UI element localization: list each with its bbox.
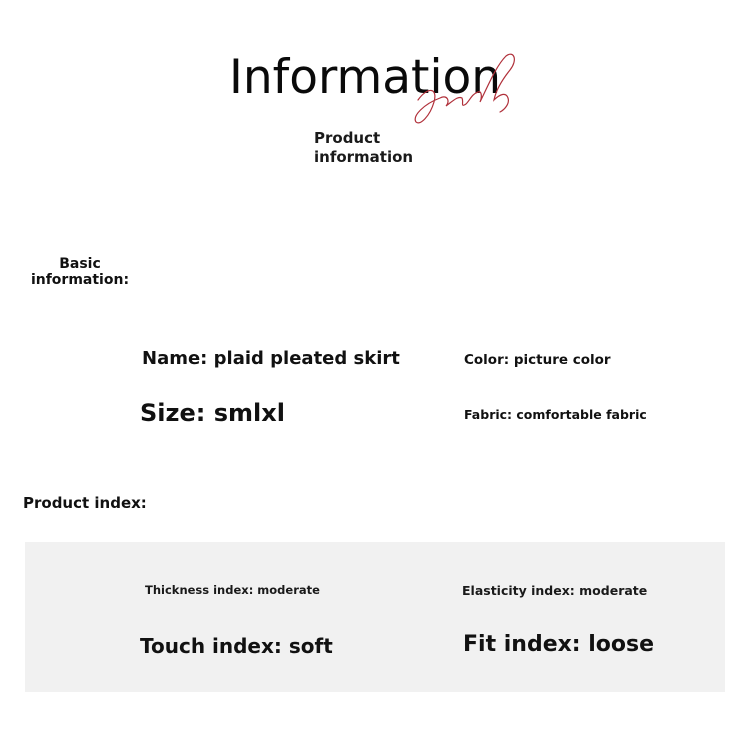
decorative-script-signature — [410, 46, 522, 128]
subtitle-line-2: information — [314, 148, 414, 166]
product-color: Color: picture color — [464, 352, 611, 368]
product-size: Size: smlxl — [140, 399, 285, 427]
index-panel — [25, 542, 725, 692]
touch-index: Touch index: soft — [140, 634, 333, 658]
subtitle-line-1: Product — [314, 129, 381, 147]
product-name: Name: plaid pleated skirt — [142, 348, 400, 369]
product-fabric: Fabric: comfortable fabric — [464, 407, 647, 422]
page-title: Information — [229, 50, 502, 105]
elasticity-index: Elasticity index: moderate — [462, 583, 648, 598]
product-index-heading: Product index: — [23, 494, 147, 512]
subtitle — [314, 129, 413, 167]
thickness-index: Thickness index: moderate — [145, 583, 320, 597]
fit-index: Fit index: loose — [463, 632, 655, 657]
basic-information-heading: Basic information: — [30, 256, 130, 288]
